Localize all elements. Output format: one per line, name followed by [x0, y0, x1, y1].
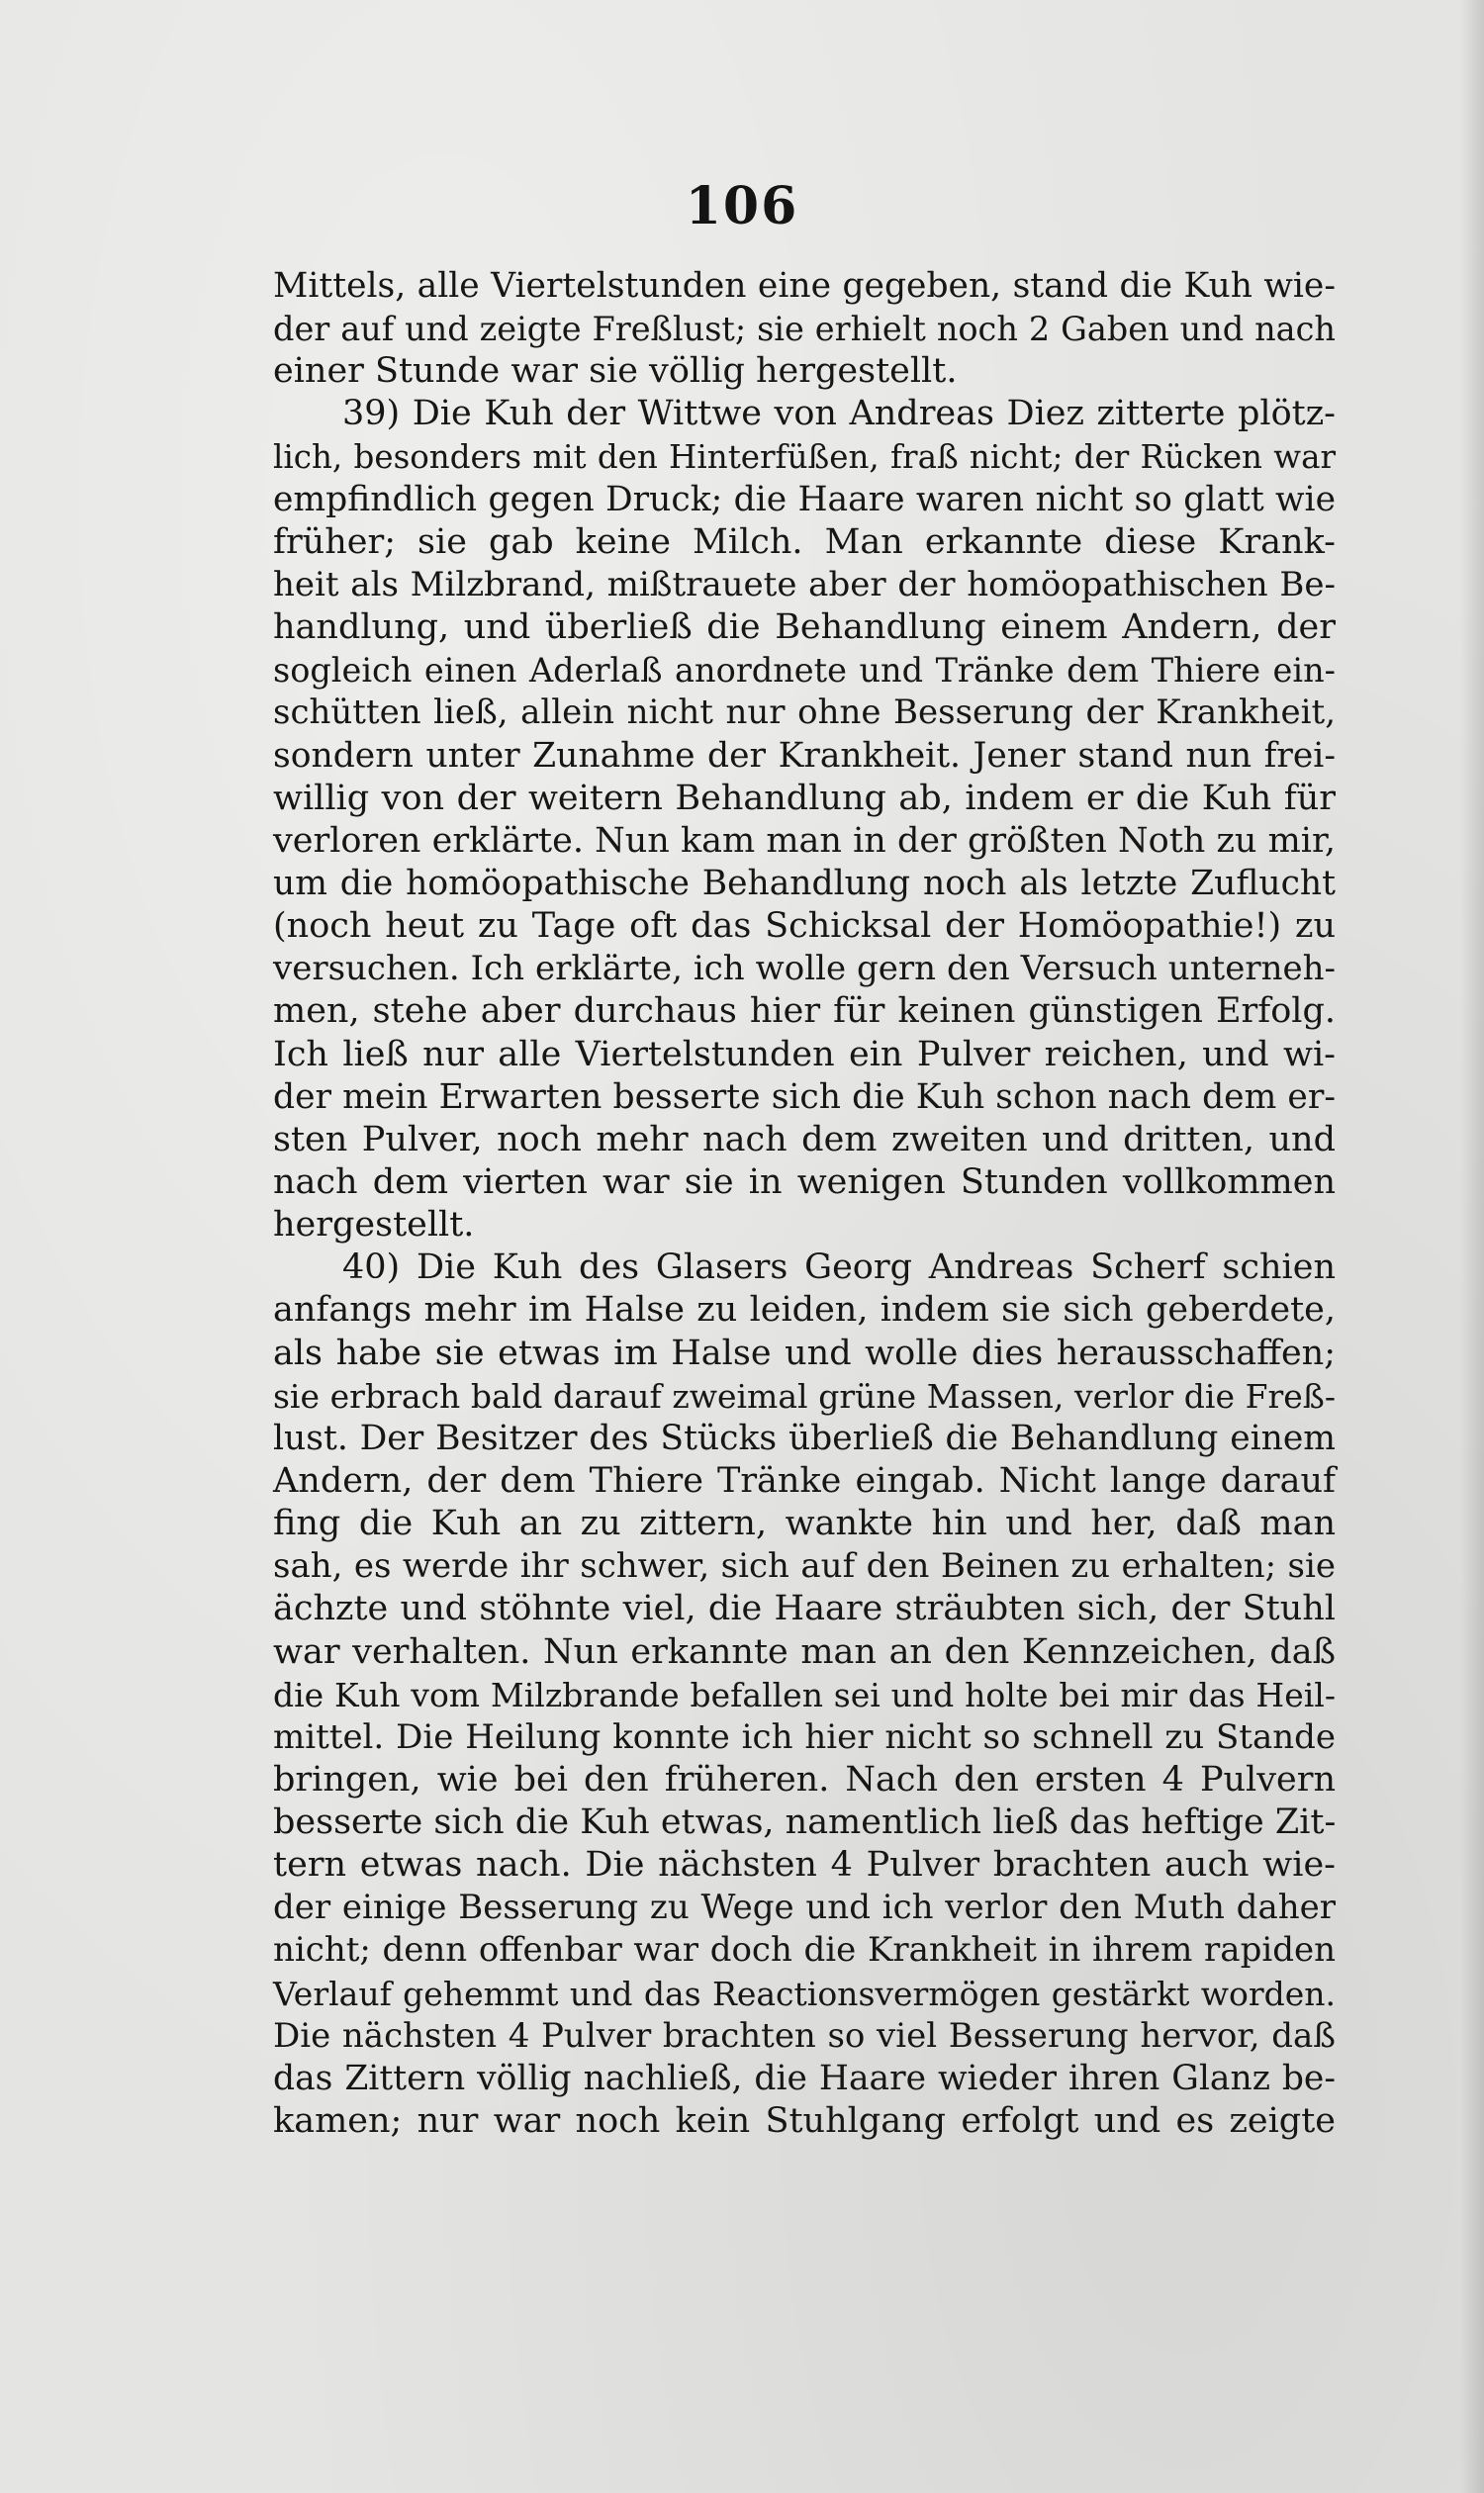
- text-line: Andern, der dem Thiere Tränke eingab. Nicht lange darauf: [273, 1460, 1336, 1501]
- page-number: 106: [685, 176, 799, 236]
- text-line: der auf und zeigte Freßlust; sie erhielt noch 2 Gaben und nach: [273, 310, 1336, 349]
- text-line: die Kuh vom Milzbrande befallen sei und holte bei mir das Heil-: [273, 1675, 1336, 1714]
- text-line: handlung, und überließ die Behandlung einem Andern, der: [273, 607, 1336, 648]
- text-line: als habe sie etwas im Halse und wolle dies herausschaffen;: [273, 1333, 1336, 1373]
- text-line: heit als Milzbrand, mißtrauete aber der homöopathischen Be-: [273, 564, 1336, 604]
- text-line: besserte sich die Kuh etwas, namentlich ließ das heftige Zit-: [273, 1802, 1337, 1843]
- text-line: sogleich einen Aderlaß anordnete und Tränke dem Thiere ein-: [273, 651, 1336, 691]
- text-line: verloren erklärte. Nun kam man in der größten Noth zu mir,: [273, 820, 1336, 861]
- text-line: lich, besonders mit den Hinterfüßen, fraß nicht; der Rücken war: [273, 437, 1336, 476]
- text-line: sah, es werde ihr schwer, sich auf den Beinen zu erhalten; sie: [273, 1546, 1336, 1587]
- text-line: der einige Besserung zu Wege und ich verlor den Muth daher: [273, 1888, 1336, 1928]
- text-line: hergestellt.: [273, 1205, 475, 1246]
- text-line: men, stehe aber durchaus hier für keinen günstigen Erfolg.: [273, 991, 1336, 1032]
- text-line: 39) Die Kuh der Wittwe von Andreas Diez zitterte plötz-: [342, 394, 1336, 434]
- text-line: Die nächsten 4 Pulver brachten so viel Besserung hervor, daß: [273, 2015, 1336, 2056]
- text-line: 40) Die Kuh des Glasers Georg Andreas Scherf schien: [342, 1247, 1336, 1288]
- text-line: Mittels, alle Viertelstunden eine gegeben, stand die Kuh wie-: [273, 266, 1336, 306]
- text-line: ächzte und stöhnte viel, die Haare sträubten sich, der Stuhl: [273, 1589, 1336, 1629]
- text-line: fing die Kuh an zu zittern, wankte hin und her, daß man: [273, 1504, 1336, 1544]
- text-line: Ich ließ nur alle Viertelstunden ein Pulver reichen, und wi-: [273, 1034, 1336, 1074]
- text-line: empfindlich gegen Druck; die Haare waren nicht so glatt wie: [273, 479, 1336, 519]
- text-line: kamen; nur war noch kein Stuhlgang erfolgt und es zeigte: [273, 2101, 1336, 2142]
- text-line: sondern unter Zunahme der Krankheit. Jener stand nun frei-: [273, 735, 1336, 776]
- text-line: tern etwas nach. Die nächsten 4 Pulver brachten auch wie-: [273, 1845, 1336, 1886]
- text-line: früher; sie gab keine Milch. Man erkannte diese Krank-: [273, 521, 1336, 562]
- body-text: [273, 265, 1336, 2143]
- text-line: lust. Der Besitzer des Stücks überließ die Behandlung einem: [273, 1418, 1336, 1458]
- text-line: Verlauf gehemmt und das Reactionsvermögen gestärkt worden.: [273, 1974, 1336, 2013]
- text-line: bringen, wie bei den früheren. Nach den ersten 4 Pulvern: [273, 1759, 1336, 1800]
- text-line: (noch heut zu Tage oft das Schicksal der Homöopathie!) zu: [273, 906, 1336, 947]
- text-line: sie erbrach bald darauf zweimal grüne Massen, verlor die Freß-: [273, 1376, 1336, 1416]
- text-line: einer Stunde war sie völlig hergestellt.: [273, 351, 958, 392]
- text-line: mittel. Die Heilung konnte ich hier nicht so schnell zu Stande: [273, 1716, 1336, 1757]
- text-line: nach dem vierten war sie in wenigen Stunden vollkommen: [273, 1161, 1336, 1202]
- text-line: um die homöopathische Behandlung noch als letzte Zuflucht: [273, 863, 1336, 903]
- text-line: der mein Erwarten besserte sich die Kuh schon nach dem er-: [273, 1076, 1336, 1117]
- text-line: nicht; denn offenbar war doch die Krankheit in ihrem rapiden: [273, 1930, 1336, 1971]
- text-line: schütten ließ, allein nicht nur ohne Besserung der Krankheit,: [273, 692, 1336, 733]
- text-line: anfangs mehr im Halse zu leiden, indem sie sich geberdete,: [273, 1290, 1336, 1331]
- text-line: sten Pulver, noch mehr nach dem zweiten und dritten, und: [273, 1119, 1336, 1159]
- text-line: versuchen. Ich erklärte, ich wolle gern den Versuch unterneh-: [273, 949, 1336, 989]
- page-edge-shadow: [1460, 0, 1484, 2493]
- text-line: war verhalten. Nun erkannte man an den Kennzeichen, daß: [273, 1631, 1336, 1672]
- text-line: willig von der weitern Behandlung ab, indem er die Kuh für: [273, 778, 1336, 818]
- text-line: das Zittern völlig nachließ, die Haare wieder ihren Glanz be-: [273, 2058, 1336, 2098]
